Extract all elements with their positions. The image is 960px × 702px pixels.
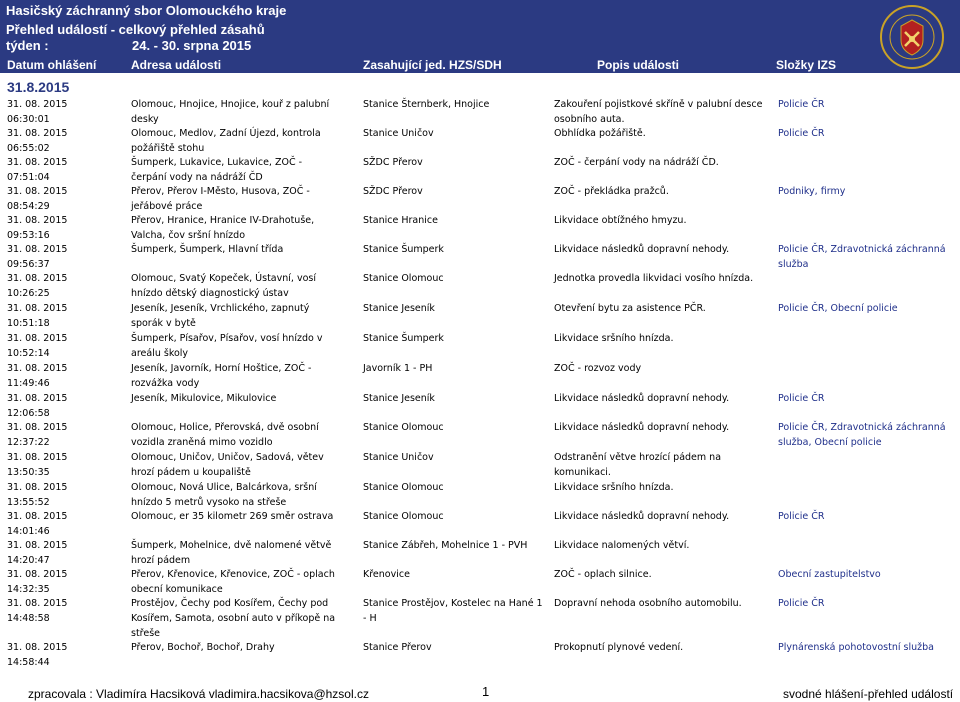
row-unit: Stanice Olomouc: [363, 511, 444, 522]
row-datetime: [7, 480, 117, 510]
row-components: Policie ČR, Obecní policie: [778, 303, 898, 314]
row-unit: Stanice Přerov: [363, 642, 432, 653]
table-row: [0, 331, 960, 361]
row-datetime: [7, 242, 117, 272]
row-datetime: [7, 213, 117, 243]
table-row: [0, 420, 960, 450]
row-datetime: [7, 301, 117, 331]
row-description: Likvidace následků dopravní nehody.: [554, 393, 730, 404]
row-datetime: [7, 391, 117, 421]
row-address: Olomouc, Nová Ulice, Balcárkova, sršní hnízdo 5 metrů vysoko na střeše: [131, 482, 317, 508]
col-description: Popis události: [597, 58, 680, 72]
org-name: Hasičský záchranný sbor Olomouckého kraje: [6, 3, 287, 18]
row-datetime: [7, 97, 117, 127]
row-datetime: [7, 420, 117, 450]
row-unit: SŽDC Přerov: [363, 186, 423, 197]
row-date: 31. 08. 2015: [7, 128, 68, 139]
report-title: Přehled událostí - celkový přehled zásahů: [6, 22, 265, 37]
row-time: 14:48:58: [7, 613, 50, 624]
row-time: 12:06:58: [7, 408, 50, 419]
row-date: 31. 08. 2015: [7, 569, 68, 580]
row-time: 10:26:25: [7, 288, 50, 299]
row-datetime: [7, 509, 117, 539]
row-description: Jednotka provedla likvidaci vosího hnízda.: [554, 273, 754, 284]
row-datetime: [7, 538, 117, 568]
row-address: Jeseník, Javorník, Horní Hoštice, ZOČ - rozvážka vody: [131, 363, 312, 389]
row-date: 31. 08. 2015: [7, 99, 68, 110]
row-address: Olomouc, er 35 kilometr 269 směr ostrava: [131, 511, 334, 522]
row-datetime: [7, 361, 117, 391]
row-datetime: [7, 271, 117, 301]
row-unit: Stanice Uničov: [363, 128, 434, 139]
row-datetime: [7, 126, 117, 156]
row-address: Přerov, Přerov I-Město, Husova, ZOČ - jeřábové práce: [131, 186, 310, 212]
table-row: [0, 155, 960, 184]
row-date: 31. 08. 2015: [7, 598, 68, 609]
row-description: Likvidace nalomených větví.: [554, 540, 690, 551]
row-date: 31. 08. 2015: [7, 422, 68, 433]
row-components: Plynárenská pohotovostní služba: [778, 642, 934, 653]
row-datetime: [7, 567, 117, 597]
row-time: 14:01:46: [7, 526, 50, 537]
row-description: Likvidace sršního hnízda.: [554, 333, 674, 344]
col-components: Složky IZS: [776, 58, 837, 72]
row-time: 10:51:18: [7, 318, 50, 329]
row-unit: Stanice Olomouc: [363, 482, 444, 493]
row-description: Likvidace sršního hnízda.: [554, 482, 674, 493]
row-date: 31. 08. 2015: [7, 511, 68, 522]
row-components: Policie ČR: [778, 598, 825, 609]
row-unit: Stanice Šternberk, Hnojice: [363, 99, 490, 110]
row-time: 14:58:44: [7, 657, 50, 668]
row-time: 09:53:16: [7, 230, 50, 241]
row-description: Likvidace následků dopravní nehody.: [554, 511, 730, 522]
row-description: Otevření bytu za asistence PČR.: [554, 303, 706, 314]
row-date: 31. 08. 2015: [7, 303, 68, 314]
row-date: 31. 08. 2015: [7, 244, 68, 255]
row-date: 31. 08. 2015: [7, 333, 68, 344]
row-unit: Křenovice: [363, 569, 410, 580]
row-time: 12:37:22: [7, 437, 50, 448]
row-unit: Stanice Šumperk: [363, 244, 444, 255]
row-time: 11:49:46: [7, 378, 50, 389]
row-datetime: [7, 155, 117, 185]
events-table: [0, 97, 960, 670]
col-time: Datum ohlášení: [7, 58, 97, 72]
table-row: [0, 596, 960, 640]
row-description: ZOČ - oplach silnice.: [554, 569, 652, 580]
col-unit: Zasahující jed. HZS/SDH: [363, 58, 502, 72]
hzs-emblem-icon: [879, 4, 945, 70]
table-row: [0, 391, 960, 420]
row-unit: Stanice Uničov: [363, 452, 434, 463]
row-unit: Stanice Prostějov, Kostelec na Hané 1 - H: [363, 598, 543, 624]
row-time: 13:50:35: [7, 467, 50, 478]
row-description: ZOČ - rozvoz vody: [554, 363, 642, 374]
row-date: 31. 08. 2015: [7, 540, 68, 551]
row-description: Odstranění větve hrozící pádem na komunikaci.: [554, 452, 722, 478]
row-description: Obhlídka požářiště.: [554, 128, 646, 139]
table-row: [0, 242, 960, 271]
table-row: [0, 538, 960, 567]
row-date: 31. 08. 2015: [7, 482, 68, 493]
week-label: týden :: [6, 38, 49, 53]
row-description: Dopravní nehoda osobního automobilu.: [554, 598, 742, 609]
row-date: 31. 08. 2015: [7, 157, 68, 168]
footer-report-name: svodné hlášení-přehled událostí: [783, 687, 954, 701]
table-row: [0, 480, 960, 509]
row-datetime: [7, 184, 117, 214]
footer-author: zpracovala : Vladimíra Hacsiková vladimira.hacsikova@hzsol.cz: [28, 687, 369, 701]
row-unit: SŽDC Přerov: [363, 157, 423, 168]
col-address: Adresa události: [131, 58, 222, 72]
row-address: Olomouc, Hnojice, Hnojice, kouř z palubní desky: [131, 99, 330, 125]
table-row: [0, 361, 960, 391]
row-address: Olomouc, Holice, Přerovská, dvě osobní vozidla zraněná mimo vozidlo: [131, 422, 319, 448]
row-date: 31. 08. 2015: [7, 273, 68, 284]
row-unit: Stanice Hranice: [363, 215, 438, 226]
row-address: Šumperk, Písařov, Písařov, vosí hnízdo v areálu školy: [131, 333, 323, 359]
row-datetime: [7, 596, 117, 626]
row-time: 09:56:37: [7, 259, 50, 270]
table-row: [0, 213, 960, 242]
table-row: [0, 271, 960, 301]
table-row: [0, 184, 960, 213]
row-unit: Stanice Zábřeh, Mohelnice 1 - PVH: [363, 540, 528, 551]
row-address: Olomouc, Uničov, Uničov, Sadová, větev hrozí pádem u koupaliště: [131, 452, 324, 478]
table-row: [0, 640, 960, 670]
row-components: Podniky, firmy: [778, 186, 846, 197]
row-date: 31. 08. 2015: [7, 642, 68, 653]
row-address: Šumperk, Šumperk, Hlavní třída: [131, 244, 284, 255]
row-date: 31. 08. 2015: [7, 186, 68, 197]
row-description: Prokopnutí plynové vedení.: [554, 642, 684, 653]
row-date: 31. 08. 2015: [7, 363, 68, 374]
row-address: Šumperk, Lukavice, Lukavice, ZOČ - čerpání vody na nádráží ČD: [131, 157, 303, 183]
row-datetime: [7, 450, 117, 480]
row-description: Likvidace obtížného hmyzu.: [554, 215, 687, 226]
row-unit: Stanice Šumperk: [363, 333, 444, 344]
row-time: 06:55:02: [7, 143, 50, 154]
row-time: 14:20:47: [7, 555, 50, 566]
row-description: Zakouření pojistkové skříně v palubní desce osobního auta.: [554, 99, 763, 125]
row-address: Jeseník, Mikulovice, Mikulovice: [131, 393, 277, 404]
row-components: Policie ČR: [778, 99, 825, 110]
row-unit: Stanice Jeseník: [363, 303, 435, 314]
table-row: [0, 567, 960, 596]
table-row: [0, 97, 960, 126]
row-time: 14:32:35: [7, 584, 50, 595]
row-unit: Stanice Olomouc: [363, 273, 444, 284]
row-description: Likvidace následků dopravní nehody.: [554, 422, 730, 433]
row-description: Likvidace následků dopravní nehody.: [554, 244, 730, 255]
row-components: Policie ČR: [778, 511, 825, 522]
row-address: Přerov, Křenovice, Křenovice, ZOČ - oplach obecní komunikace: [131, 569, 335, 595]
row-address: Olomouc, Svatý Kopeček, Ústavní, vosí hnízdo dětský diagnostický ústav: [131, 273, 316, 299]
row-components: Policie ČR: [778, 393, 825, 404]
week-line: [6, 38, 252, 53]
row-time: 10:52:14: [7, 348, 50, 359]
row-address: Jeseník, Jeseník, Vrchlického, zapnutý sporák v bytě: [131, 303, 310, 329]
row-address: Přerov, Hranice, Hranice IV-Drahotuše, Valcha, čov sršní hnízdo: [131, 215, 315, 241]
row-time: 07:51:04: [7, 172, 50, 183]
row-time: 13:55:52: [7, 497, 50, 508]
row-date: 31. 08. 2015: [7, 393, 68, 404]
row-address: Prostějov, Čechy pod Kosířem, Čechy pod Kosířem, Samota, osobní auto v příkopě na střeše: [131, 598, 336, 639]
row-date: 31. 08. 2015: [7, 215, 68, 226]
row-address: Šumperk, Mohelnice, dvě nalomené větvě hrozí pádem: [131, 540, 332, 566]
row-datetime: [7, 640, 117, 670]
row-components: Policie ČR, Zdravotnická záchranná služba, Obecní policie: [778, 422, 946, 448]
row-address: Přerov, Bochoř, Bochoř, Drahy: [131, 642, 275, 653]
date-heading: 31.8.2015: [7, 79, 70, 95]
table-row: [0, 301, 960, 331]
table-row: [0, 450, 960, 480]
row-date: 31. 08. 2015: [7, 452, 68, 463]
table-row: [0, 509, 960, 538]
row-unit: Javorník 1 - PH: [363, 363, 433, 374]
row-time: 08:54:29: [7, 201, 50, 212]
row-unit: Stanice Olomouc: [363, 422, 444, 433]
row-components: Policie ČR: [778, 128, 825, 139]
row-address: Olomouc, Medlov, Zadní Újezd, kontrola požářiště stohu: [131, 128, 321, 154]
row-components: Obecní zastupitelstvo: [778, 569, 881, 580]
page-number: 1: [482, 684, 490, 699]
row-unit: Stanice Jeseník: [363, 393, 435, 404]
week-value: 24. - 30. srpna 2015: [132, 38, 252, 53]
row-components: Policie ČR, Zdravotnická záchranná služba: [778, 244, 946, 270]
row-description: ZOČ - čerpání vody na nádráží ČD.: [554, 157, 719, 168]
row-datetime: [7, 331, 117, 361]
row-description: ZOČ - překládka pražců.: [554, 186, 669, 197]
row-time: 06:30:01: [7, 114, 50, 125]
table-row: [0, 126, 960, 155]
